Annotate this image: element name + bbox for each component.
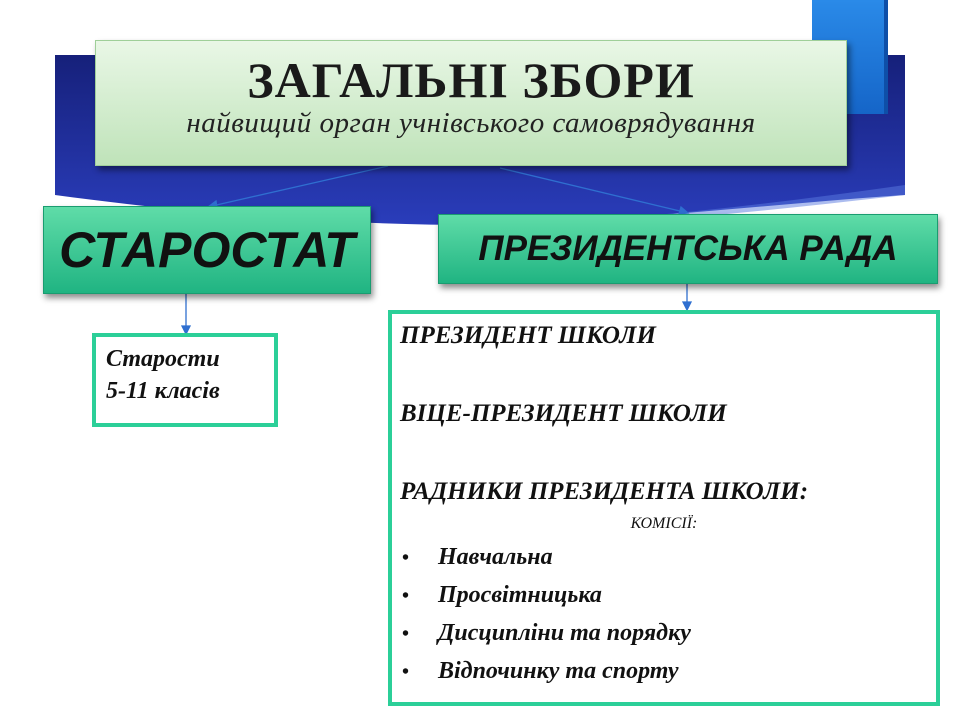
class-heads-box (92, 333, 278, 427)
council-members-box (388, 310, 940, 706)
vice-president-role: ВІЦЕ-ПРЕЗИДЕНТ ШКОЛИ (400, 400, 727, 427)
commission-name: Дисципліни та порядку (438, 620, 691, 646)
bullet-icon: • (402, 661, 410, 683)
president-role: ПРЕЗИДЕНТ ШКОЛИ (400, 322, 656, 349)
bullet-icon: • (402, 623, 410, 645)
commission-item (402, 620, 691, 647)
starostat-label: СТАРОСТАТ (59, 222, 355, 278)
commission-name: Відпочинку та спорту (438, 658, 679, 684)
bullet-icon: • (402, 547, 410, 569)
general-meeting-box (95, 40, 847, 166)
title-subtitle: найвищий орган учнівського самоврядування (186, 107, 756, 139)
class-heads-line2: 5-11 класів (106, 378, 220, 404)
bullet-icon: • (402, 585, 410, 607)
commission-item (402, 582, 602, 609)
commission-item (402, 544, 553, 571)
class-heads-line1: Старости (106, 346, 220, 372)
blue-corner-tab-edge (884, 0, 888, 114)
starostat-box (43, 206, 371, 294)
arrowhead-council (683, 302, 691, 310)
commissions-label: КОМІСІЇ: (630, 515, 698, 532)
advisors-role: РАДНИКИ ПРЕЗИДЕНТА ШКОЛИ: (400, 478, 809, 505)
presidential-council-box (438, 214, 938, 284)
title-main: ЗАГАЛЬНІ ЗБОРИ (247, 52, 695, 108)
commission-name: Навчальна (438, 544, 553, 570)
presidential-council-label: ПРЕЗИДЕНТСЬКА РАДА (478, 229, 898, 268)
commission-name: Просвітницька (438, 582, 602, 608)
commission-item (402, 658, 678, 685)
